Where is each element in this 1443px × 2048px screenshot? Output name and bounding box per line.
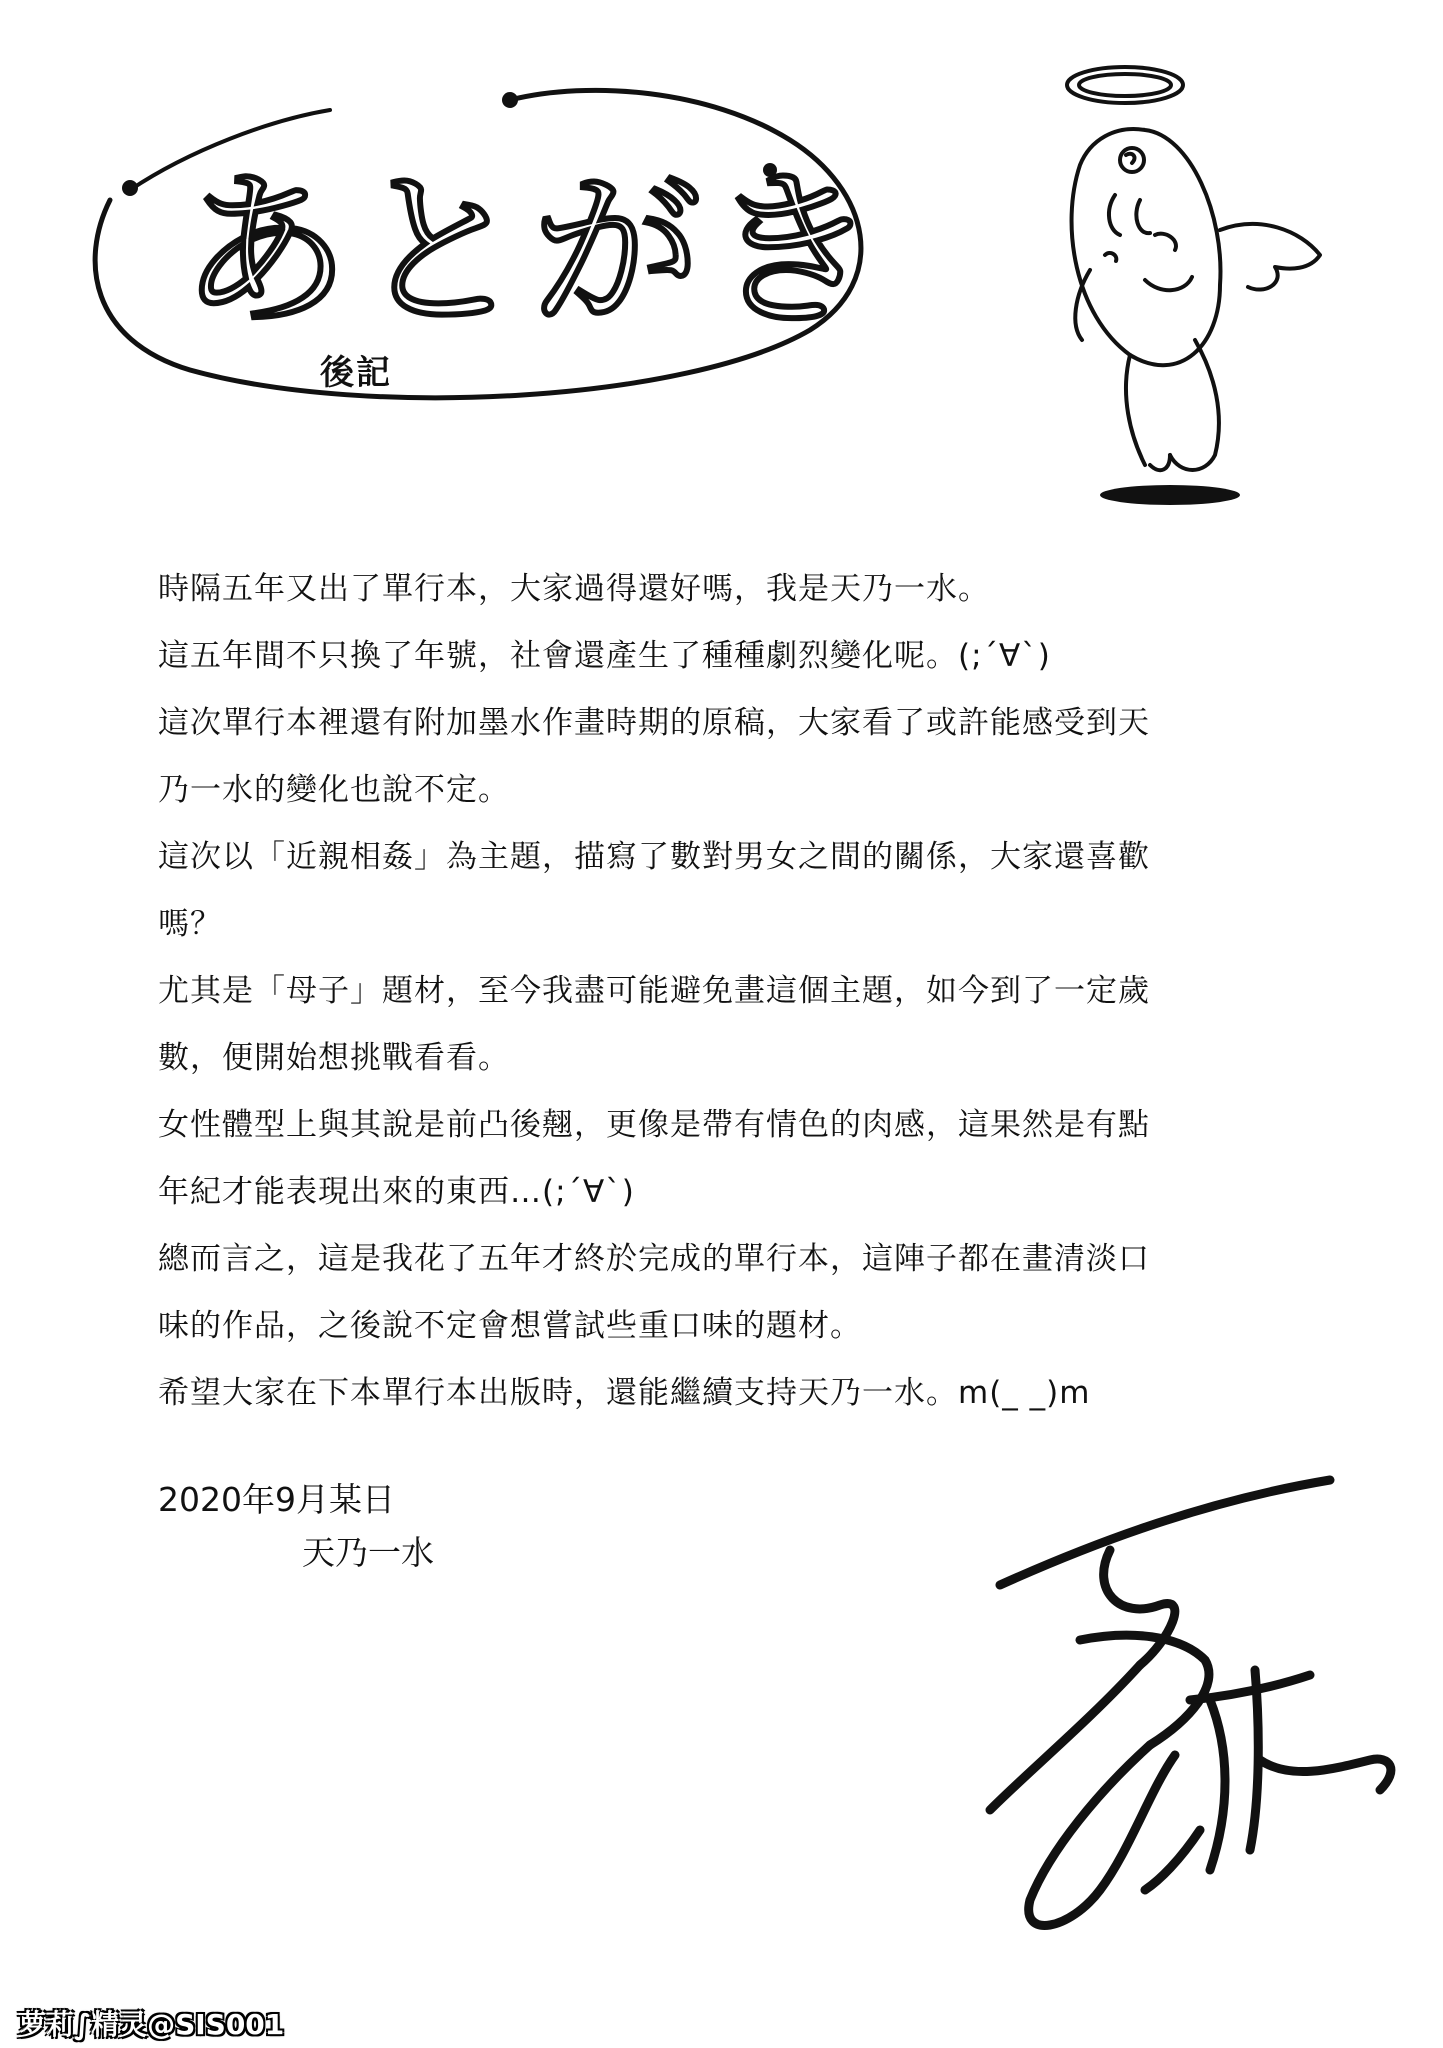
watermark-text: 萝莉∫精灵@SIS001 (18, 2008, 285, 2041)
afterword-title: あとがき (180, 153, 885, 351)
letter-author: 天乃一水 (302, 1533, 434, 1572)
afterword-letter (158, 556, 1308, 1427)
letter-line: 乃一水的變化也說不定。 (158, 772, 510, 808)
author-signature (960, 1470, 1420, 1970)
letter-line: 時隔五年又出了單行本，大家過得還好嗎，我是天乃一水。 (158, 571, 990, 607)
letter-line: 這次以「近親相姦」為主題，描寫了數對男女之間的關係，大家還喜歡 (158, 839, 1150, 875)
letter-line: 這次單行本裡還有附加墨水作畫時期的原稿，大家看了或許能感受到天 (158, 705, 1150, 741)
afterword-subtitle: 後記 (320, 353, 392, 393)
afterword-title-art (70, 80, 890, 440)
letter-line: 尤其是「母子」題材，至今我盡可能避免畫這個主題，如今到了一定歲 (158, 973, 1150, 1009)
letter-line: 味的作品，之後說不定會想嘗試些重口味的題材。 (158, 1308, 862, 1344)
letter-line: 年紀才能表現出來的東西…(;´∀`) (158, 1174, 635, 1210)
letter-line: 總而言之，這是我花了五年才終於完成的單行本，這陣子都在畫清淡口 (158, 1241, 1150, 1277)
letter-line: 數，便開始想挑戰看看。 (158, 1040, 510, 1076)
angel-mascot-illustration (1020, 55, 1340, 515)
letter-line: 這五年間不只換了年號，社會還產生了種種劇烈變化呢。(;´∀`) (158, 638, 1051, 674)
letter-line: 女性體型上與其說是前凸後翹，更像是帶有情色的肉感，這果然是有點 (158, 1107, 1150, 1143)
letter-date: 2020年9月某日 (158, 1480, 395, 1519)
letter-line: 嗎？ (158, 906, 222, 942)
letter-line: 希望大家在下本單行本出版時，還能繼續支持天乃一水。m(_ _)m (158, 1375, 1091, 1411)
